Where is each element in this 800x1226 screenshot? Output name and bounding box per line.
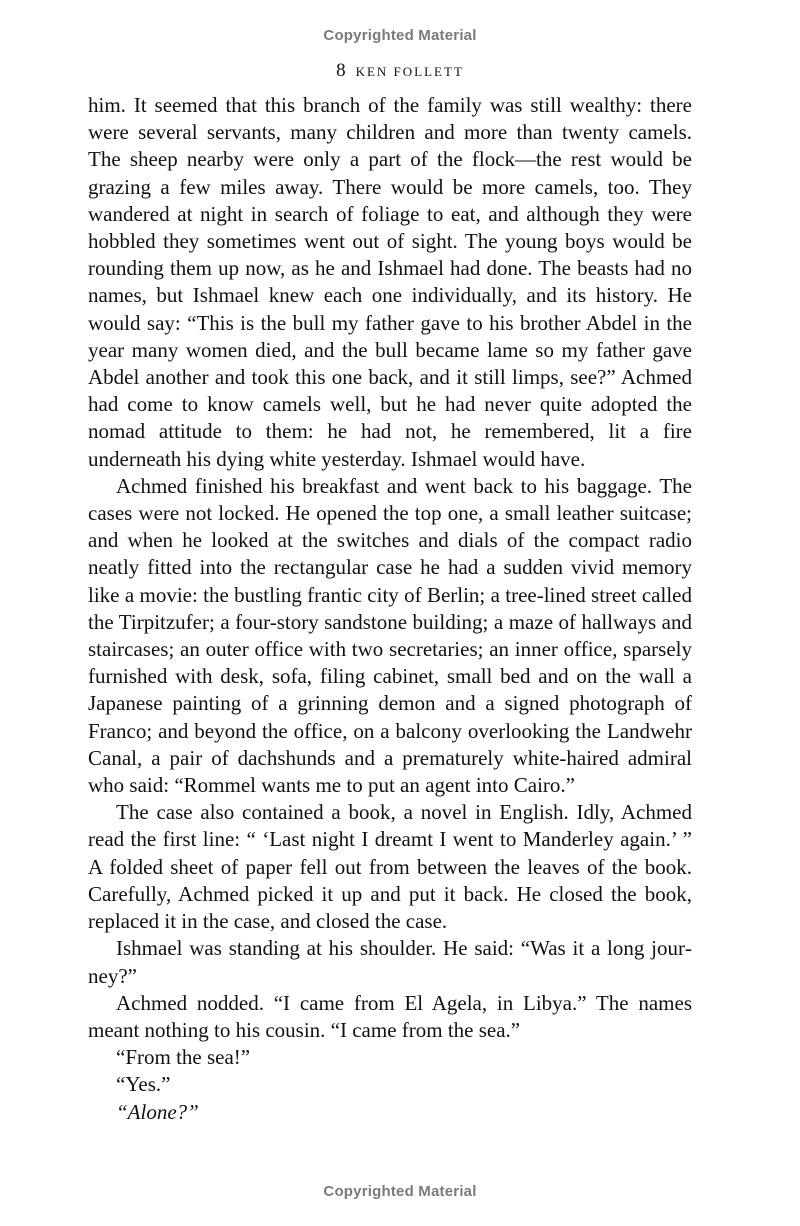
paragraph-3: The case also contained a book, a novel in English. Idly, Achmed read the first line: “ ‘Last night I dreamt I went to Manderley again.’ ” A folded sheet of paper fell out from between the leaves of the book. Carefully, Achmed picked it up and put it back. He closed the book, replaced it in the case, and closed the case. — [88, 800, 692, 934]
page-number: 8 — [336, 60, 346, 81]
paragraph-7: “Yes.” — [116, 1072, 171, 1097]
paragraph-4: Ishmael was standing at his shoulder. He said: “Was it a long journey?” — [88, 936, 692, 988]
italic-dialogue: “Alone?” — [116, 1099, 199, 1124]
paragraph-5: Achmed nodded. “I came from El Agela, in Libya.” The names meant nothing to his cousin. “I came from the sea.” — [88, 990, 692, 1042]
paragraph-1: him. It seemed that this branch of the family was still wealthy: there were several servants, many children and more than twenty camels. The sheep nearby were only a part of the flock—the rest would be grazing a few miles away. There would be more camels, too. They wandered at night in search of foliage to eat, and although they were hobbled they sometimes went out of sight. The young boys would be rounding them up now, as he and Ishmael had done. The beasts had no names, but Ishmael knew each one individually, and its history. He would say: “This is the bull my father gave to his brother Abdel in the year many women died, and the bull became lame so my father gave Abdel another and took this one back, and it still limps, see?” Achmed had come to know camels well, but he had never quite adopted the nomad attitude to them: he had not, he remembered, lit a fire underneath his dying white yesterday. Ishmael would have. — [88, 93, 692, 471]
running-head-author: KEN FOLLETT — [355, 64, 464, 79]
body-text — [88, 92, 692, 1126]
running-head — [0, 60, 800, 82]
paragraph-6: “From the sea!” — [116, 1045, 251, 1070]
copyright-watermark-top: Copyrighted Material — [323, 27, 477, 44]
paragraph-8 — [88, 1099, 692, 1126]
copyright-watermark-bottom: Copyrighted Material — [323, 1183, 477, 1200]
paragraph-2: Achmed finished his breakfast and went back to his baggage. The cases were not locked. He opened the top one, a small leather suitcase; and when he looked at the switches and dials of the compact radio neatly fitted into the rectangular case he had a sudden vivid memory like a movie: the bustling frantic city of Berlin; a tree-lined street called the Tirpitzufer; a four-story sandstone building; a maze of hallways and staircases; an outer office with two secretaries; an inner office, sparsely furnished with desk, sofa, filing cabinet, small bed and on the wall a Japanese painting of a grinning demon and a signed photograph of Franco; and beyond the office, on a balcony overlooking the Landwehr Canal, a pair of dachshunds and a prematurely white-haired admiral who said: “Rommel wants me to put an agent into Cairo.” — [88, 473, 692, 798]
